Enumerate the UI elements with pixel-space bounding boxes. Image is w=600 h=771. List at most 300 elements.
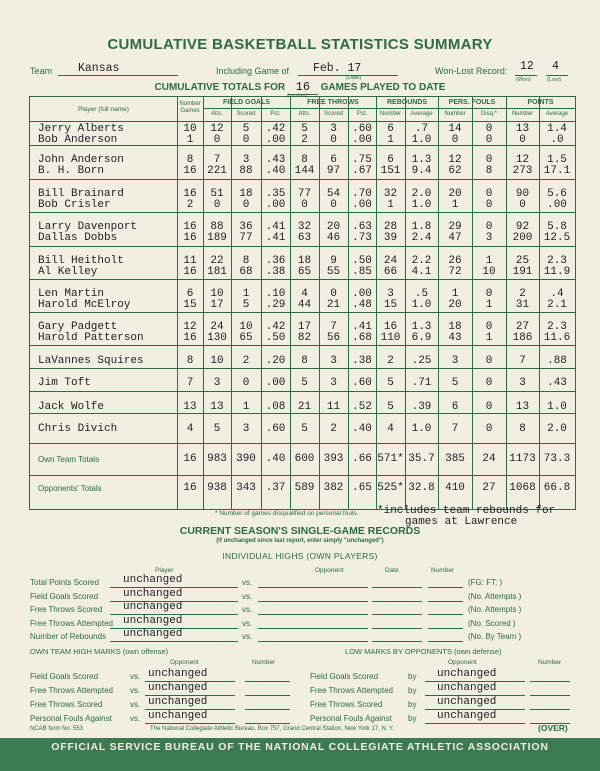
stat-cell-pfn: 12 (448, 154, 462, 166)
record-row-label: Field Goals Scored (30, 591, 99, 601)
stat-cell-fga: 0 (213, 134, 221, 146)
stat-cell-rebn: 6 (387, 123, 394, 135)
stat-cell-g: 16 (183, 188, 197, 200)
stat-cell-disq: 0 (485, 401, 493, 413)
stat-cell-fta: 65 (297, 266, 312, 278)
stat-cell-fta: 21 (297, 401, 312, 413)
stat-cell-pfn: 3 (451, 355, 459, 367)
stat-cell-fgp: .10 (265, 288, 286, 300)
stat-cell-pfn: 14 (448, 123, 462, 135)
stat-cell-disq: 0 (485, 321, 493, 333)
totals-cell-disq: 24 (482, 453, 496, 465)
stat-cell-disq: 0 (485, 423, 493, 435)
stat-cell-ftm: 11 (326, 401, 341, 413)
stat-cell-fta: 18 (297, 255, 312, 267)
stat-cell-ftm: 97 (326, 165, 341, 177)
stat-cell-fga: 12 (210, 123, 224, 135)
totals-cell-fgm: 390 (236, 453, 256, 465)
stat-cell-fgm: 36 (239, 221, 253, 233)
stat-cell-pfn: 6 (451, 401, 459, 413)
stat-cell-ftm: 7 (330, 321, 337, 333)
stat-cell-reba: .5 (414, 288, 429, 300)
stat-cell-ptsa: 2.1 (547, 299, 567, 311)
totals-cell-ftm: 393 (323, 453, 344, 465)
stats-table (29, 96, 576, 510)
stat-cell-ftp: .00 (352, 134, 372, 146)
stat-cell-fta: 8 (301, 355, 308, 367)
totals-cell-ftm: 382 (323, 482, 344, 494)
team-high-value[interactable]: unchanged (148, 696, 208, 708)
stat-cell-ptsn: 0 (519, 199, 526, 211)
stat-cell-ftm: 2 (330, 423, 337, 435)
stat-cell-fta: 63 (297, 232, 312, 244)
stat-cell-pfn: 18 (448, 321, 462, 333)
stat-cell-g: 8 (186, 154, 194, 166)
stat-cell-fga: 24 (210, 321, 224, 333)
stat-cell-ptsn: 13 (515, 123, 530, 135)
stat-cell-ptsa: 5.8 (547, 221, 567, 233)
stat-cell-fgm: 3 (242, 423, 250, 435)
stat-cell-g: 16 (183, 165, 197, 177)
header-line (30, 60, 575, 83)
stat-cell-fgp: .60 (265, 423, 286, 435)
col-date: Date (385, 567, 399, 574)
stat-cell-fgm: 0 (242, 134, 250, 146)
totals-cell-pfn: 410 (445, 482, 465, 494)
player-name: Len Martin (38, 288, 105, 300)
stat-cell-fta: 5 (301, 123, 308, 135)
ft-group-header: FREE THROWS (307, 99, 359, 106)
stat-cell-reba: 1.0 (411, 423, 432, 435)
stat-cell-fgp: .20 (265, 355, 286, 367)
stat-cell-ftp: .00 (352, 288, 372, 300)
stat-cell-g: 7 (186, 377, 194, 389)
game-date[interactable]: Feb. 17 (313, 62, 362, 75)
stat-cell-disq: 1 (485, 255, 493, 267)
stat-cell-g: 11 (183, 255, 197, 267)
stat-cell-fga: 0 (213, 199, 221, 211)
stat-cell-ftp: .67 (352, 165, 372, 177)
stat-cell-fga: 189 (207, 232, 227, 244)
stat-cell-ftp: .70 (352, 188, 372, 200)
stat-cell-g: 16 (183, 266, 197, 278)
stat-cell-ftm: 21 (326, 299, 341, 311)
low-marks-title: LOW MARKS BY OPPONENTS (own defense) (345, 647, 502, 656)
totals-cell-ptsn: 1068 (509, 482, 536, 494)
stat-cell-reba: .71 (411, 377, 432, 389)
pts-group-header: POINTS (527, 99, 554, 106)
stat-cell-fgm: 88 (239, 165, 253, 177)
stat-cell-ftm: 46 (326, 232, 341, 244)
reba-col-header: Average (410, 111, 433, 117)
stat-cell-reba: 1.8 (411, 221, 432, 233)
totals-cell-g: 16 (183, 453, 197, 465)
stat-cell-fgp: .41 (265, 232, 286, 244)
stat-cell-ptsn: 90 (515, 188, 530, 200)
stat-cell-reba: 6.9 (411, 332, 432, 344)
disq-col-header: Disq.* (480, 111, 497, 117)
stat-cell-fgp: .00 (265, 199, 286, 211)
stat-cell-ptsn: 13 (515, 401, 530, 413)
stat-cell-fta: 17 (297, 321, 312, 333)
stat-cell-ftp: .41 (352, 321, 372, 333)
disq-footnote: * Number of games disqualified on personal fouls. (215, 510, 359, 517)
record-row-label: Total Points Scored (30, 578, 99, 587)
record-label: Won-Lost Record: (435, 66, 508, 76)
stat-cell-fta: 77 (297, 188, 312, 200)
stat-cell-ptsn: 31 (515, 299, 530, 311)
stat-cell-fgp: .00 (265, 134, 286, 146)
stat-cell-ptsa: 11.6 (543, 332, 571, 344)
footer-address: The National Collegiate Athletic Bureau, Box 757, Grand Central Station, New York 17, N. Y. (150, 726, 394, 732)
stat-cell-fgm: 5 (242, 299, 250, 311)
vs-label: vs. (130, 672, 141, 681)
pfn-col-header: Number (444, 111, 466, 117)
stat-cell-ptsa: .88 (547, 355, 567, 367)
team-high-label: Free Throws Scored (30, 700, 103, 709)
totals-label: Own Team Totals (38, 455, 100, 464)
stat-cell-rebn: 15 (383, 299, 398, 311)
stat-cell-pfn: 0 (451, 134, 459, 146)
totals-cell-fgp: .40 (265, 453, 286, 465)
stat-cell-fgm: 2 (242, 355, 250, 367)
low-col-opponent: Opponent (448, 659, 477, 666)
totals-cell-ptsa: 66.8 (543, 482, 571, 494)
stat-cell-disq: 0 (485, 134, 493, 146)
stat-cell-pfn: 5 (451, 377, 459, 389)
stat-cell-pfn: 62 (448, 165, 462, 177)
stat-cell-ftm: 0 (330, 134, 337, 146)
totals-cell-fta: 589 (294, 482, 315, 494)
by-label: by (408, 672, 417, 681)
stat-cell-reba: 1.3 (411, 154, 432, 166)
stat-cell-fgm: 1 (242, 401, 250, 413)
team-high-value[interactable]: unchanged (148, 668, 208, 680)
stat-cell-ptsa: .43 (547, 377, 567, 389)
stat-cell-ftp: .52 (352, 401, 372, 413)
team-high-col-number: Number (252, 659, 276, 666)
totals-cell-ptsa: 73.3 (543, 453, 571, 465)
totals-cell-fgp: .37 (265, 482, 286, 494)
stat-cell-fga: 221 (207, 165, 227, 177)
stat-cell-fta: 5 (301, 377, 308, 389)
stat-cell-g: 15 (183, 299, 197, 311)
stat-cell-disq: 1 (485, 332, 493, 344)
totals-label: Opponents' Totals (38, 484, 102, 493)
totals-cell-fga: 983 (207, 453, 227, 465)
record-row-label: Free Throws Scored (30, 605, 103, 614)
stat-cell-pfn: 20 (448, 188, 462, 200)
stat-cell-fga: 181 (207, 266, 227, 278)
stat-cell-reba: 4.1 (411, 266, 432, 278)
player-name: LaVannes Squires (38, 355, 144, 367)
stat-cell-disq: 0 (485, 154, 493, 166)
fg-group-header: FIELD GOALS (222, 99, 271, 106)
stat-cell-fgm: 68 (239, 266, 253, 278)
player-name: Bill Heitholt (38, 255, 124, 267)
stat-cell-fga: 5 (213, 423, 221, 435)
player-name: John Anderson (38, 154, 124, 166)
stat-cell-rebn: 24 (383, 255, 398, 267)
stat-cell-rebn: 16 (383, 321, 398, 333)
stat-cell-g: 8 (186, 355, 194, 367)
stat-cell-rebn: 151 (380, 165, 401, 177)
stat-cell-disq: 10 (482, 266, 496, 278)
low-mark-value[interactable]: unchanged (437, 710, 497, 722)
stat-cell-ptsa: 5.6 (547, 188, 567, 200)
stat-cell-ptsa: 1.4 (547, 123, 567, 135)
stat-cell-disq: 1 (485, 299, 493, 311)
ptsn-col-header: Number (511, 111, 534, 117)
vs-label: vs. (130, 714, 141, 723)
stat-cell-ftp: .75 (352, 154, 372, 166)
stat-cell-reba: .7 (414, 123, 429, 135)
stat-cell-disq: 3 (485, 232, 493, 244)
cumulative-prefix: CUMULATIVE TOTALS FOR (154, 82, 286, 93)
record-row-value[interactable]: unchanged (123, 601, 183, 613)
stat-cell-rebn: 6 (387, 154, 394, 166)
stat-cell-ptsn: 7 (519, 355, 526, 367)
stat-cell-fta: 5 (301, 423, 308, 435)
stat-cell-ftp: .00 (352, 199, 372, 211)
low-mark-value[interactable]: unchanged (437, 696, 497, 708)
vs-label: vs. (130, 700, 141, 709)
stat-cell-fta: 82 (297, 332, 312, 344)
stat-cell-ptsn: 191 (512, 266, 533, 278)
record-row-value[interactable]: unchanged (123, 614, 183, 627)
stat-cell-ptsn: 92 (515, 221, 530, 233)
stat-cell-ptsa: 1.0 (547, 401, 567, 413)
stat-cell-ptsn: 27 (515, 321, 530, 333)
stat-cell-disq: 0 (485, 288, 493, 300)
stat-cell-ftp: .40 (352, 423, 372, 435)
stat-cell-ftp: .48 (352, 299, 372, 311)
stat-cell-rebn: 4 (387, 423, 394, 435)
stat-cell-fta: 44 (297, 299, 312, 311)
stat-cell-fga: 130 (207, 332, 227, 344)
stat-cell-fta: 2 (301, 134, 308, 146)
totals-cell-fga: 938 (207, 482, 227, 494)
stat-cell-fgm: 65 (239, 332, 253, 344)
page-title: CUMULATIVE BASKETBALL STATISTICS SUMMARY (107, 36, 493, 53)
games-played[interactable]: 16 (288, 80, 318, 95)
stat-cell-reba: 9.4 (411, 165, 432, 177)
stat-cell-reba: 2.0 (411, 188, 432, 200)
stat-cell-fgp: .00 (265, 377, 286, 389)
player-header: Player (full name) (78, 106, 129, 113)
stat-cell-disq: 0 (485, 377, 493, 389)
cumulative-suffix: GAMES PLAYED TO DATE (320, 82, 446, 93)
stat-cell-rebn: 110 (380, 332, 401, 344)
stat-cell-fga: 3 (213, 377, 221, 389)
record-row-label: Number of Rebounds (30, 632, 107, 641)
record-row-value[interactable]: unchanged (123, 587, 183, 600)
vs-label: vs. (242, 618, 253, 628)
stat-cell-reba: 1.0 (411, 299, 432, 311)
rebound-note-1: *includes team rebounds for (377, 505, 556, 517)
low-mark-label: Free Throws Attempted (310, 686, 393, 695)
stat-cell-disq: 0 (485, 188, 493, 200)
stat-cell-ftm: 3 (330, 377, 337, 389)
player-name: Al Kelley (38, 266, 98, 278)
lost-caption: (Lost) (547, 77, 562, 83)
team-high-value[interactable]: unchanged (148, 710, 208, 722)
player-name: Bob Anderson (38, 134, 118, 146)
record-row-label: Free Throws Attempted (30, 618, 113, 628)
totals-cell-ptsn: 1173 (509, 453, 536, 465)
stat-cell-ftp: .60 (352, 123, 372, 135)
stat-cell-ftm: 20 (326, 221, 341, 233)
rebn-col-header: Number (379, 111, 402, 117)
stat-cell-g: 10 (183, 123, 197, 135)
stat-cell-rebn: 2 (387, 355, 394, 367)
stat-cell-ptsa: 2.0 (547, 423, 567, 435)
stat-cell-g: 6 (186, 288, 194, 300)
player-name: Gary Padgett (38, 321, 118, 333)
stat-cell-fgp: .43 (265, 154, 286, 166)
stat-cell-ptsn: 200 (512, 232, 533, 244)
vs-label: vs. (242, 605, 253, 614)
lost-value[interactable]: 4 (552, 60, 559, 73)
player-name: Bob Crisler (38, 199, 111, 211)
footer-band-text: OFFICIAL SERVICE BUREAU OF THE NATIONAL COLLEGIATE ATHLETIC ASSOCIATION (51, 741, 549, 753)
stat-cell-pfn: 20 (448, 299, 462, 311)
stat-cell-ftm: 6 (330, 154, 337, 166)
stat-cell-ptsa: 1.5 (547, 154, 567, 166)
stat-cell-ptsa: 17.1 (543, 165, 571, 177)
stat-cell-pfn: 26 (448, 255, 462, 267)
stat-cell-ftm: 9 (330, 255, 337, 267)
stat-cell-rebn: 3 (387, 288, 394, 300)
ftm-col-header: Scored (323, 111, 343, 117)
records-title: CURRENT SEASON'S SINGLE-GAME RECORDS (179, 525, 421, 537)
stat-cell-fga: 10 (210, 355, 224, 367)
individual-title: INDIVIDUAL HIGHS (OWN PLAYERS) (222, 551, 378, 561)
stat-cell-g: 13 (183, 401, 197, 413)
col-number: Number (431, 567, 455, 574)
stat-cell-g: 16 (183, 221, 197, 233)
stat-cell-fgm: 0 (242, 377, 250, 389)
team-value[interactable]: Kansas (78, 62, 120, 75)
low-mark-value[interactable]: unchanged (437, 682, 497, 694)
stat-cell-fgm: 77 (239, 232, 253, 244)
stat-cell-ptsa: .00 (547, 199, 567, 211)
team-label: Team (30, 66, 53, 76)
including-label: Including Game of (216, 66, 290, 76)
stat-cell-disq: 8 (485, 165, 493, 177)
team-high-value[interactable]: unchanged (148, 682, 208, 694)
stat-cell-ftm: 54 (326, 188, 341, 200)
team-high-label: Free Throws Attempted (30, 686, 113, 695)
col-opponent: Opponent (315, 567, 344, 574)
stat-cell-fgm: 1 (242, 288, 250, 300)
stat-cell-reba: 1.3 (411, 321, 432, 333)
player-name: Bill Brainard (38, 188, 124, 200)
pf-group-header: PERS. FOULS (448, 99, 496, 106)
stat-cell-reba: 1.0 (411, 199, 432, 211)
stat-cell-ptsa: 12.5 (543, 232, 571, 244)
stat-cell-rebn: 1 (387, 199, 394, 211)
player-name: Dallas Dobbs (38, 232, 118, 244)
stat-cell-ftm: 0 (330, 288, 337, 300)
stat-cell-disq: 0 (485, 355, 493, 367)
stat-cell-ptsn: 25 (515, 255, 530, 267)
stat-cell-fgp: .08 (265, 401, 286, 413)
stat-cell-ftp: .50 (352, 255, 372, 267)
ftp-col-header: Pct. (356, 111, 368, 117)
stat-cell-ptsa: 11.9 (543, 266, 571, 278)
team-high-label: Personal Fouls Against (30, 714, 112, 723)
record-row-extra: (No. Attempts ) (468, 591, 522, 601)
stat-cell-pfn: 72 (448, 266, 462, 278)
player-name: Larry Davenport (38, 221, 138, 233)
stat-cell-fgm: 18 (239, 188, 253, 200)
player-name: B. H. Born (38, 165, 105, 177)
record-row-extra: (No. Scored ) (468, 618, 516, 628)
form-number: NCAB form No. 553 (30, 726, 84, 732)
stat-cell-fta: 144 (294, 165, 315, 177)
stat-cell-ptsn: 186 (512, 332, 533, 344)
stat-cell-fgp: .36 (265, 255, 286, 267)
stat-cell-ptsa: 2.3 (547, 255, 567, 267)
totals-cell-reba: 35.7 (408, 453, 435, 465)
team-high-col-opponent: Opponent (170, 659, 199, 666)
stat-cell-g: 12 (183, 321, 197, 333)
stat-cell-reba: 2.2 (411, 255, 432, 267)
stat-cell-rebn: 39 (383, 232, 398, 244)
stat-cell-disq: 0 (485, 221, 493, 233)
stat-cell-ptsa: .4 (550, 288, 564, 300)
stat-cell-fgp: .42 (265, 321, 286, 333)
stat-cell-ptsn: 0 (519, 134, 526, 146)
stat-cell-g: 1 (186, 134, 194, 146)
stat-cell-fgp: .41 (265, 221, 286, 233)
player-name: Jerry Alberts (38, 123, 124, 135)
records-subtitle: (If unchanged since last report, enter simply "unchanged") (216, 538, 384, 544)
by-label: by (408, 686, 417, 695)
stat-cell-fgp: .38 (265, 266, 286, 278)
by-label: by (408, 714, 417, 723)
record-row-value[interactable]: unchanged (123, 628, 183, 640)
low-mark-label: Free Throws Scored (310, 700, 383, 709)
stat-cell-reba: 1.0 (411, 134, 432, 146)
totals-cell-ftp: .66 (352, 453, 372, 465)
totals-cell-rebn: 571* (377, 453, 404, 465)
totals-cell-fta: 600 (294, 453, 315, 465)
stat-cell-rebn: 66 (383, 266, 398, 278)
low-mark-value[interactable]: unchanged (437, 668, 497, 680)
record-row-value[interactable]: unchanged (123, 574, 183, 586)
col-player: Player (155, 567, 174, 574)
stat-cell-fga: 22 (210, 255, 224, 267)
totals-cell-disq: 27 (482, 482, 496, 494)
reb-group-header: REBOUNDS (386, 99, 428, 106)
stat-cell-rebn: 5 (387, 401, 394, 413)
stat-cell-ftp: .73 (352, 232, 372, 244)
won-value[interactable]: 12 (520, 60, 534, 73)
stat-cell-ftm: 3 (330, 123, 337, 135)
vs-label: vs. (242, 632, 253, 641)
stat-cell-g: 4 (186, 423, 194, 435)
stat-cell-fgm: 0 (242, 199, 250, 211)
stat-cell-ptsn: 12 (515, 154, 530, 166)
vs-label: vs. (242, 578, 253, 587)
stat-cell-fga: 10 (210, 288, 224, 300)
stat-cell-ftm: 3 (330, 355, 337, 367)
stat-cell-fgp: .29 (265, 299, 286, 311)
stat-cell-rebn: 5 (387, 377, 394, 389)
totals-cell-rebn: 525* (377, 482, 404, 494)
